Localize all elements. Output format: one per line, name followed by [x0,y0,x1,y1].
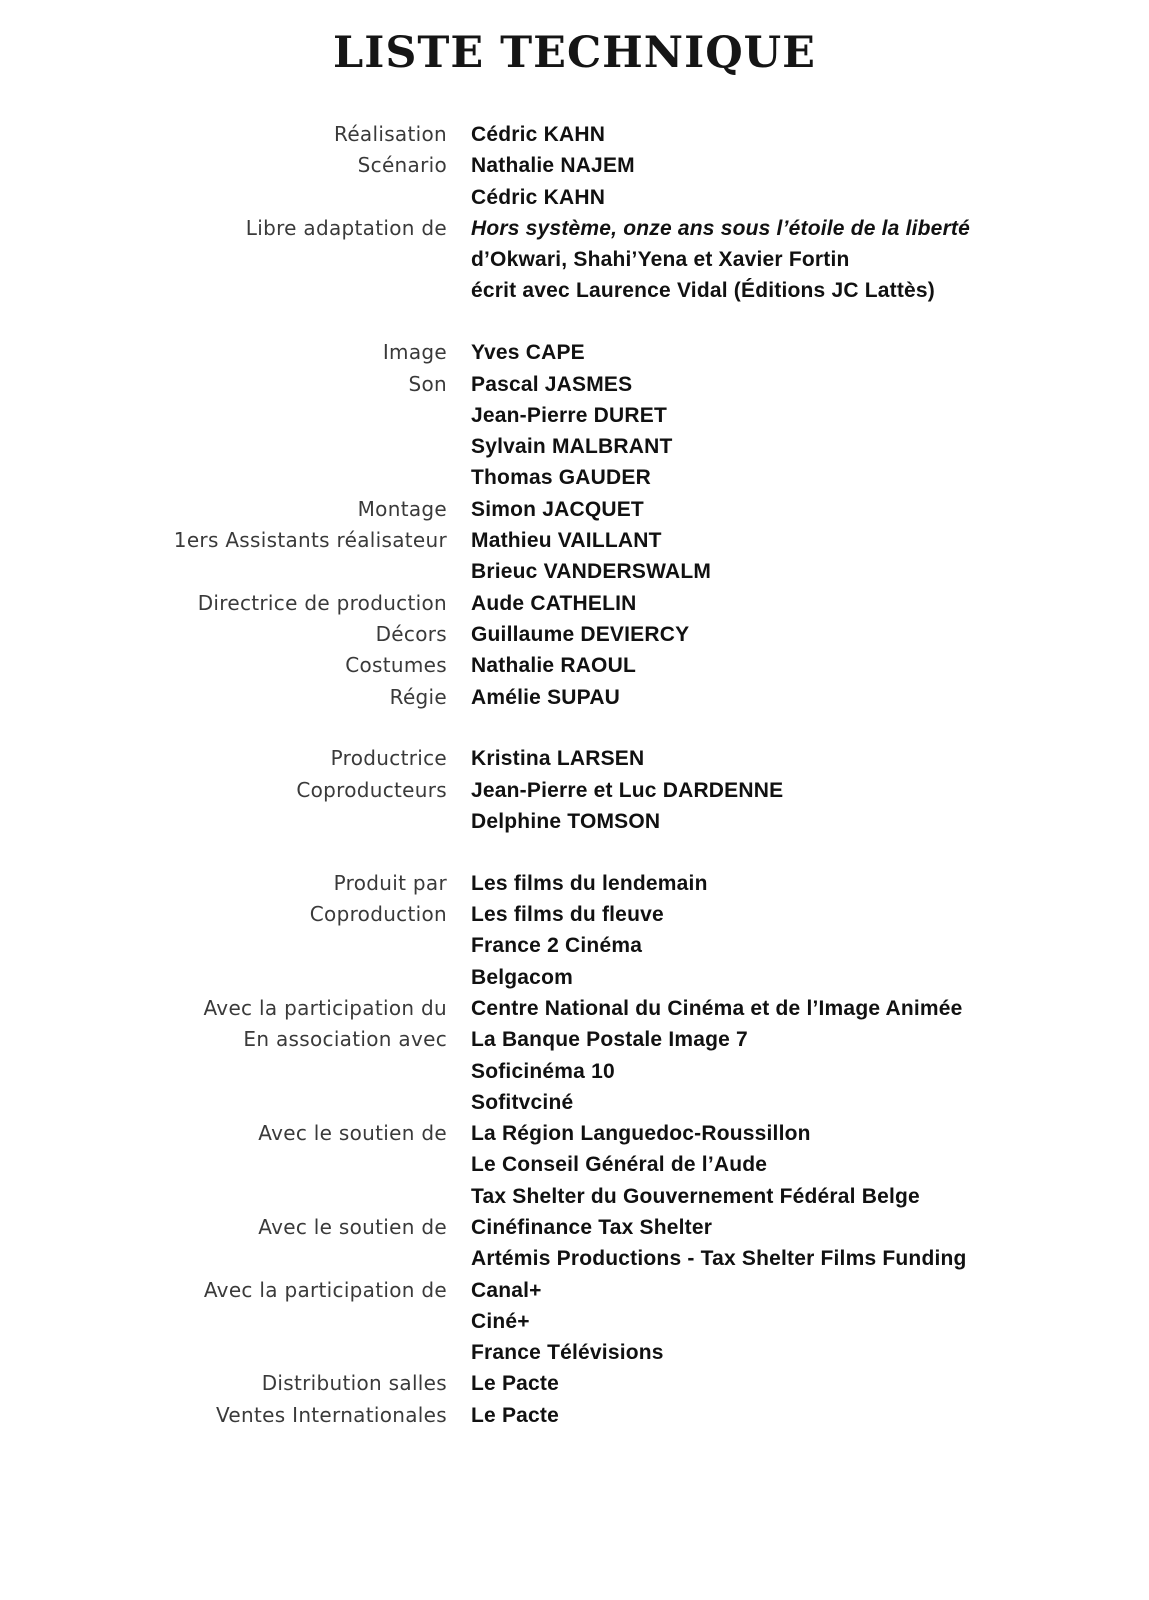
credit-role: Montage [357,496,447,521]
credit-name: Canal+ [471,1278,542,1302]
credit-name: Aude CATHELIN [471,591,637,615]
credit-name: Delphine TOMSON [471,809,661,833]
credit-row [0,337,1149,368]
credit-row [0,1337,1149,1368]
credit-name: Cinéfinance Tax Shelter [471,1216,713,1239]
credit-name: Les films du fleuve [471,903,664,927]
credit-name: Le Pacte [471,1372,559,1396]
credit-name: Cédric KAHN [471,123,606,146]
credit-name: Guillaume DEVIERCY [471,622,690,646]
credit-name: France Télévisions [471,1341,664,1365]
credit-row [0,1118,1149,1149]
credit-name: Kristina LARSEN [471,747,645,771]
credit-role: Directrice de production [197,590,447,615]
credit-role: En association avec [243,1027,447,1052]
credit-name: La Région Languedoc-Roussillon [471,1122,811,1146]
credit-name: Thomas GAUDER [471,466,651,490]
credit-row [0,619,1149,650]
credit-role: Produit par [333,870,447,895]
credit-role: Costumes [345,653,447,678]
credit-name: France 2 Cinéma [471,934,643,958]
credit-row [0,119,1149,150]
credit-name: Tax Shelter du Gouvernement Fédéral Belge [471,1184,920,1208]
credit-role: Avec la participation du [203,995,447,1020]
credit-row [0,1243,1149,1274]
credit-row [0,1306,1149,1337]
credit-row [0,431,1149,462]
credit-row [0,650,1149,681]
credit-row [0,525,1149,556]
credit-row [0,1024,1149,1055]
credit-name: Mathieu VAILLANT [471,529,662,553]
credit-role: Avec le soutien de [258,1215,447,1239]
credit-name: Pascal JASMES [471,372,633,396]
credit-row [0,1212,1149,1243]
credit-role: Image [382,340,447,365]
credit-name: Sofitvciné [471,1090,574,1114]
credit-row [0,275,1149,306]
credit-name: Hors système, onze ans sous l’étoile de la liberté [471,216,971,240]
credit-row [0,806,1149,837]
credit-row [0,682,1149,713]
credit-row [0,1056,1149,1087]
credit-role: Décors [375,621,447,646]
credit-name: Amélie SUPAU [471,685,621,709]
credit-row [0,462,1149,493]
credit-name: Yves CAPE [471,341,585,365]
credit-row [0,1275,1149,1306]
credit-name: Le Conseil Général de l’Aude [471,1153,768,1177]
credit-row [0,962,1149,993]
credit-row [0,1149,1149,1180]
credit-row [0,1368,1149,1399]
credit-row [0,868,1149,899]
credit-role: Productrice [330,746,447,771]
credit-row [0,1087,1149,1118]
credit-role: Distribution salles [261,1371,447,1396]
credit-row [0,494,1149,525]
credit-name: Les films du lendemain [471,871,708,895]
credit-row [0,182,1149,213]
credit-row [0,993,1149,1024]
credit-row [0,588,1149,619]
group-spacer [0,307,1149,338]
credit-name: Jean-Pierre DURET [471,403,667,427]
credit-role: Libre adaptation de [245,215,447,240]
page-title: LISTE TECHNIQUE [333,28,816,78]
credit-row [0,369,1149,400]
credit-role: Réalisation [334,122,447,146]
credit-role: Coproducteurs [296,777,447,802]
credit-role: Avec le soutien de [258,1121,447,1146]
credit-row [0,150,1149,181]
credit-name: Soficinéma 10 [471,1059,615,1083]
credit-name: Nathalie RAOUL [471,654,636,678]
credit-role: Son [408,371,447,396]
credit-name: Belgacom [471,965,573,989]
credit-name: Jean-Pierre et Luc DARDENNE [471,778,784,802]
credit-row [0,1181,1149,1212]
credit-row [0,244,1149,275]
credit-name: d’Okwari, Shahi’Yena et Xavier Fortin [471,248,850,272]
group-spacer [0,713,1149,744]
credit-name: Sylvain MALBRANT [471,435,673,459]
credit-role: 1ers Assistants réalisateur [173,528,447,553]
credits-list [0,119,1149,1431]
credit-name: Centre National du Cinéma et de l’Image Animée [471,996,963,1020]
credit-name: écrit avec Laurence Vidal (Éditions JC Lattès) [471,279,935,303]
credit-name: Brieuc VANDERSWALM [471,560,712,584]
credit-name: Nathalie NAJEM [471,154,635,178]
credit-name: Artémis Productions - Tax Shelter Films Funding [471,1247,967,1271]
credit-role: Coproduction [309,902,447,927]
credit-row [0,930,1149,961]
credit-row [0,775,1149,806]
credit-role: Avec la participation de [203,1277,447,1302]
credit-row [0,743,1149,774]
credit-row [0,1400,1149,1431]
credit-name: Ciné+ [471,1309,530,1333]
group-spacer [0,837,1149,868]
credit-name: La Banque Postale Image 7 [471,1028,748,1052]
credit-role: Ventes Internationales [215,1402,447,1427]
credit-role: Scénario [357,153,447,178]
credit-row [0,400,1149,431]
credit-role: Régie [389,684,447,709]
credit-row [0,213,1149,244]
credit-name: Cédric KAHN [471,185,606,209]
credit-name: Le Pacte [471,1403,559,1427]
credit-row [0,556,1149,587]
credit-row [0,899,1149,930]
credit-name: Simon JACQUET [471,497,644,521]
